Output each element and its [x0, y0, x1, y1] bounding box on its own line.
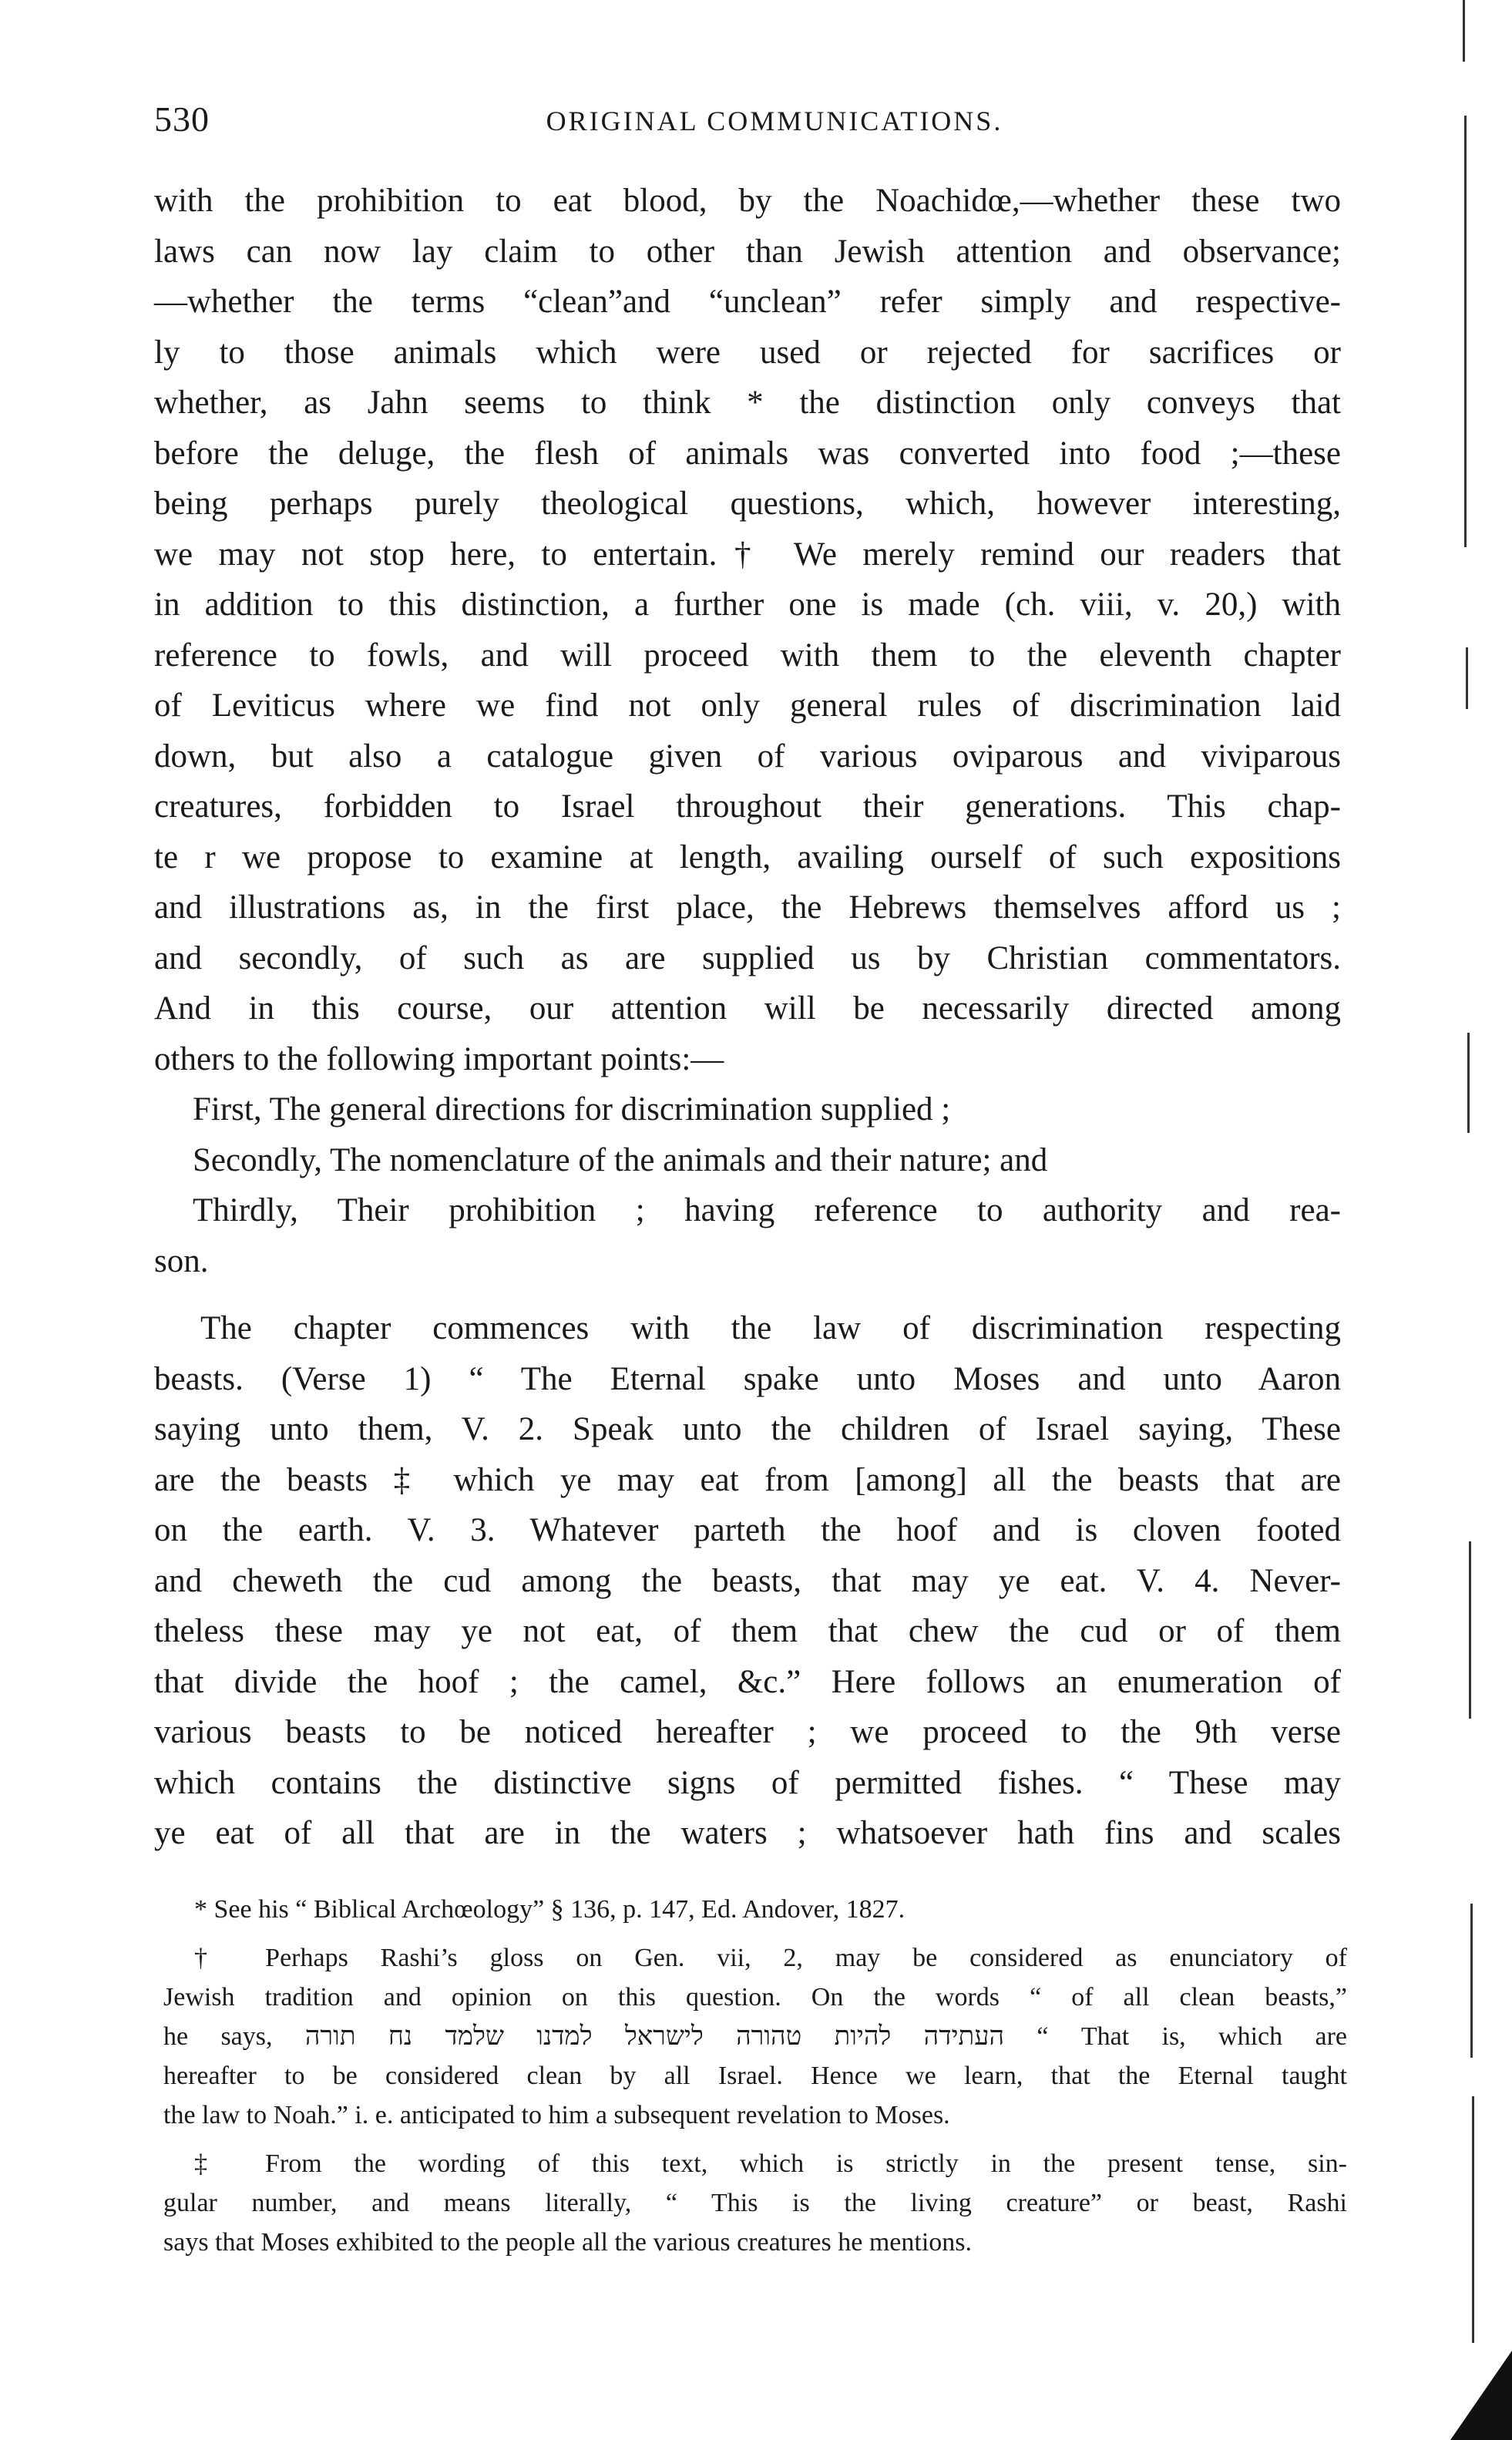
paragraph-1: [154, 176, 1341, 1286]
text-line: and illustrations as, in the first place, the Hebrews themselves afford us ;: [154, 889, 1341, 926]
text-line: which contains the distinctive signs of permitted fishes. “ These may: [154, 1764, 1341, 1801]
text-line: on the earth. V. 3. Whatever parteth the hoof and is cloven footed: [154, 1512, 1341, 1548]
running-head: ORIGINAL COMMUNICATIONS.: [546, 106, 1003, 136]
text-line: various beasts to be noticed hereafter ; we proceed to the 9th verse: [154, 1714, 1341, 1750]
footnote-line: the law to Noah.” i. e. anticipated to him a subsequent revelation to Moses.: [163, 2101, 950, 2129]
text-line: ly to those animals which were used or rejected for sacrifices or: [154, 334, 1341, 371]
text-line: down, but also a catalogue given of various oviparous and viviparous: [154, 738, 1341, 775]
text-line: reference to fowls, and will proceed with them to the eleventh chapter: [154, 637, 1341, 674]
page-header: [154, 99, 1349, 145]
text-line: with the prohibition to eat blood, by the Noachidœ,—whether these two: [154, 183, 1341, 219]
text-line: laws can now lay claim to other than Jewish attention and observance;: [154, 233, 1341, 270]
text-line: creatures, forbidden to Israel throughout their generations. This chap-: [154, 788, 1341, 825]
text-line: we may not stop here, to entertain.† We merely remind our readers that: [154, 536, 1341, 573]
footnote-line: ‡ From the wording of this text, which is strictly in the present tense, sin-: [194, 2149, 1347, 2178]
text-line: The chapter commences with the law of discrimination respecting: [200, 1310, 1341, 1346]
text-line: First, The general directions for discrimination supplied ;: [193, 1091, 951, 1128]
paragraph-2: [154, 1303, 1341, 1859]
text-line: whether, as Jahn seems to think * the distinction only conveys that: [154, 385, 1341, 421]
body-text: [154, 176, 1341, 1859]
text-line: that divide the hoof ; the camel, &c.” Here follows an enumeration of: [154, 1663, 1341, 1700]
text-line: Thirdly, Their prohibition ; having reference to authority and rea-: [193, 1192, 1341, 1228]
text-line: te r we propose to examine at length, availing ourself of such expositions: [154, 839, 1341, 876]
text-line: being perhaps purely theological questions, which, however interesting,: [154, 486, 1341, 522]
text-line: theless these may ye not eat, of them that chew the cud or of them: [154, 1613, 1341, 1649]
text-line: and cheweth the cud among the beasts, that may ye eat. V. 4. Never-: [154, 1562, 1341, 1599]
page-corner-mark: [1450, 2351, 1512, 2440]
footnote: [163, 2144, 1347, 2262]
text-line: Secondly, The nomenclature of the animals and their nature; and: [193, 1141, 1048, 1178]
text-line: and secondly, of such as are supplied us by Christian commentators.: [154, 939, 1341, 976]
text-line: are the beasts ‡ which ye may eat from [among] all the beasts that are: [154, 1461, 1341, 1498]
footnote-line: hereafter to be considered clean by all Israel. Hence we learn, that the Eternal taught: [163, 2062, 1347, 2090]
text-line: of Leviticus where we find not only general rules of discrimination laid: [154, 687, 1341, 724]
footnote-line: gular number, and means literally, “ This is the living creature” or beast, Rashi: [163, 2189, 1347, 2217]
footnote: [163, 1890, 1347, 1929]
footnote-line: says that Moses exhibited to the people all the various creatures he mentions.: [163, 2228, 973, 2257]
footnote: [163, 1938, 1347, 2135]
text-line: son.: [154, 1242, 209, 1279]
footnotes: [163, 1890, 1347, 2271]
text-line: And in this course, our attention will be necessarily directed among: [154, 990, 1341, 1027]
text-line: beasts. (Verse 1) “ The Eternal spake unto Moses and unto Aaron: [154, 1360, 1341, 1397]
text-line: —whether the terms “clean”and “unclean” refer simply and respective-: [154, 284, 1341, 320]
page-number: 530: [154, 99, 210, 139]
footnote-line: Jewish tradition and opinion on this question. On the words “ of all clean beasts,”: [163, 1983, 1347, 2011]
text-line: others to the following important points:—: [154, 1040, 724, 1077]
text-line: ye eat of all that are in the waters ; whatsoever hath fins and scales: [154, 1815, 1341, 1851]
text-line: saying unto them, V. 2. Speak unto the children of Israel saying, These: [154, 1411, 1341, 1447]
footnote-line: he says, העתידה להיות טהורה לישראל למדנו שלמד נח תורה “ That is, which are: [163, 2022, 1347, 2051]
text-line: before the deluge, the flesh of animals was converted into food ;—these: [154, 435, 1341, 472]
footnote-line: * See his “ Biblical Archœology” § 136, p. 147, Ed. Andover, 1827.: [194, 1895, 906, 1924]
text-line: in addition to this distinction, a further one is made (ch. viii, v. 20,) with: [154, 586, 1341, 623]
footnote-line: † Perhaps Rashi’s gloss on Gen. vii, 2, may be considered as enunciatory of: [194, 1944, 1347, 1972]
